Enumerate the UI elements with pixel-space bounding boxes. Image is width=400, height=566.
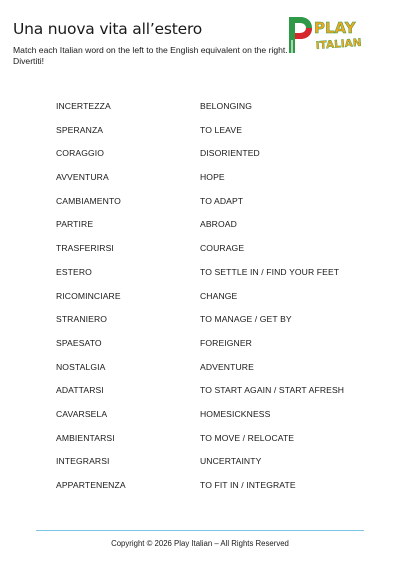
italian-word: AMBIENTARSI [56,432,115,443]
logo-text-play: PLAY [314,19,356,37]
list-item [0,97,400,121]
list-item [0,334,400,358]
italian-word: STRANIERO [56,314,108,325]
copyright-footer: Copyright © 2026 Play Italian – All Rights Reserved [111,539,289,548]
english-word: ADVENTURE [200,361,254,372]
list-item [0,358,400,382]
page-title: Una nuova vita all’estero [13,20,203,38]
english-word: COURAGE [200,243,245,254]
list-item [0,381,400,405]
english-word: HOMESICKNESS [200,408,271,419]
italian-word: SPAESATO [56,337,102,348]
english-word: HOPE [200,172,225,183]
list-item [0,168,400,192]
list-item [0,310,400,334]
list-item [0,405,400,429]
italian-word: CAVARSELA [56,408,108,419]
english-word: BELONGING [200,101,252,111]
english-word: TO SETTLE IN / FIND YOUR FEET [200,266,340,277]
italian-word: SPERANZA [56,124,104,135]
italian-word: ESTERO [56,266,92,277]
italian-word: AVVENTURA [56,172,109,183]
english-word: TO MANAGE / GET BY [200,314,292,325]
italian-word: INCERTEZZA [56,101,111,111]
english-word: CHANGE [200,290,238,301]
italian-word: TRASFERIRSI [56,243,114,254]
english-word: DISORIENTED [200,148,260,159]
matching-list [0,97,400,500]
list-item [0,239,400,263]
footer-divider [36,530,364,531]
italian-word: PARTIRE [56,219,94,230]
instructions: Match each Italian word on the left to the English equivalent on the right. Divertiti! [13,45,288,66]
list-item [0,121,400,145]
play-italian-logo [286,13,366,57]
italian-word: RICOMINCIARE [56,290,121,301]
english-word: TO START AGAIN / START AFRESH [200,385,345,396]
english-word: TO LEAVE [200,124,243,135]
italian-word: CAMBIAMENTO [56,195,121,206]
english-word: UNCERTAINTY [200,456,262,467]
list-item [0,429,400,453]
list-item [0,215,400,239]
logo-text-italian: ITALIAN [315,36,363,52]
list-item [0,263,400,287]
english-word: TO MOVE / RELOCATE [200,432,295,443]
italian-word: APPARTENENZA [56,480,126,490]
italian-word: NOSTALGIA [56,361,106,372]
list-item [0,144,400,168]
english-word: FOREIGNER [200,337,252,348]
italian-word: CORAGGIO [56,148,105,159]
list-item [0,287,400,311]
italian-word: ADATTARSI [56,385,104,396]
list-item [0,452,400,476]
italian-word: INTEGRARSI [56,456,110,467]
list-item [0,476,400,500]
english-word: TO FIT IN / INTEGRATE [200,480,296,490]
english-word: TO ADAPT [200,195,244,206]
list-item [0,192,400,216]
english-word: ABROAD [200,219,237,230]
